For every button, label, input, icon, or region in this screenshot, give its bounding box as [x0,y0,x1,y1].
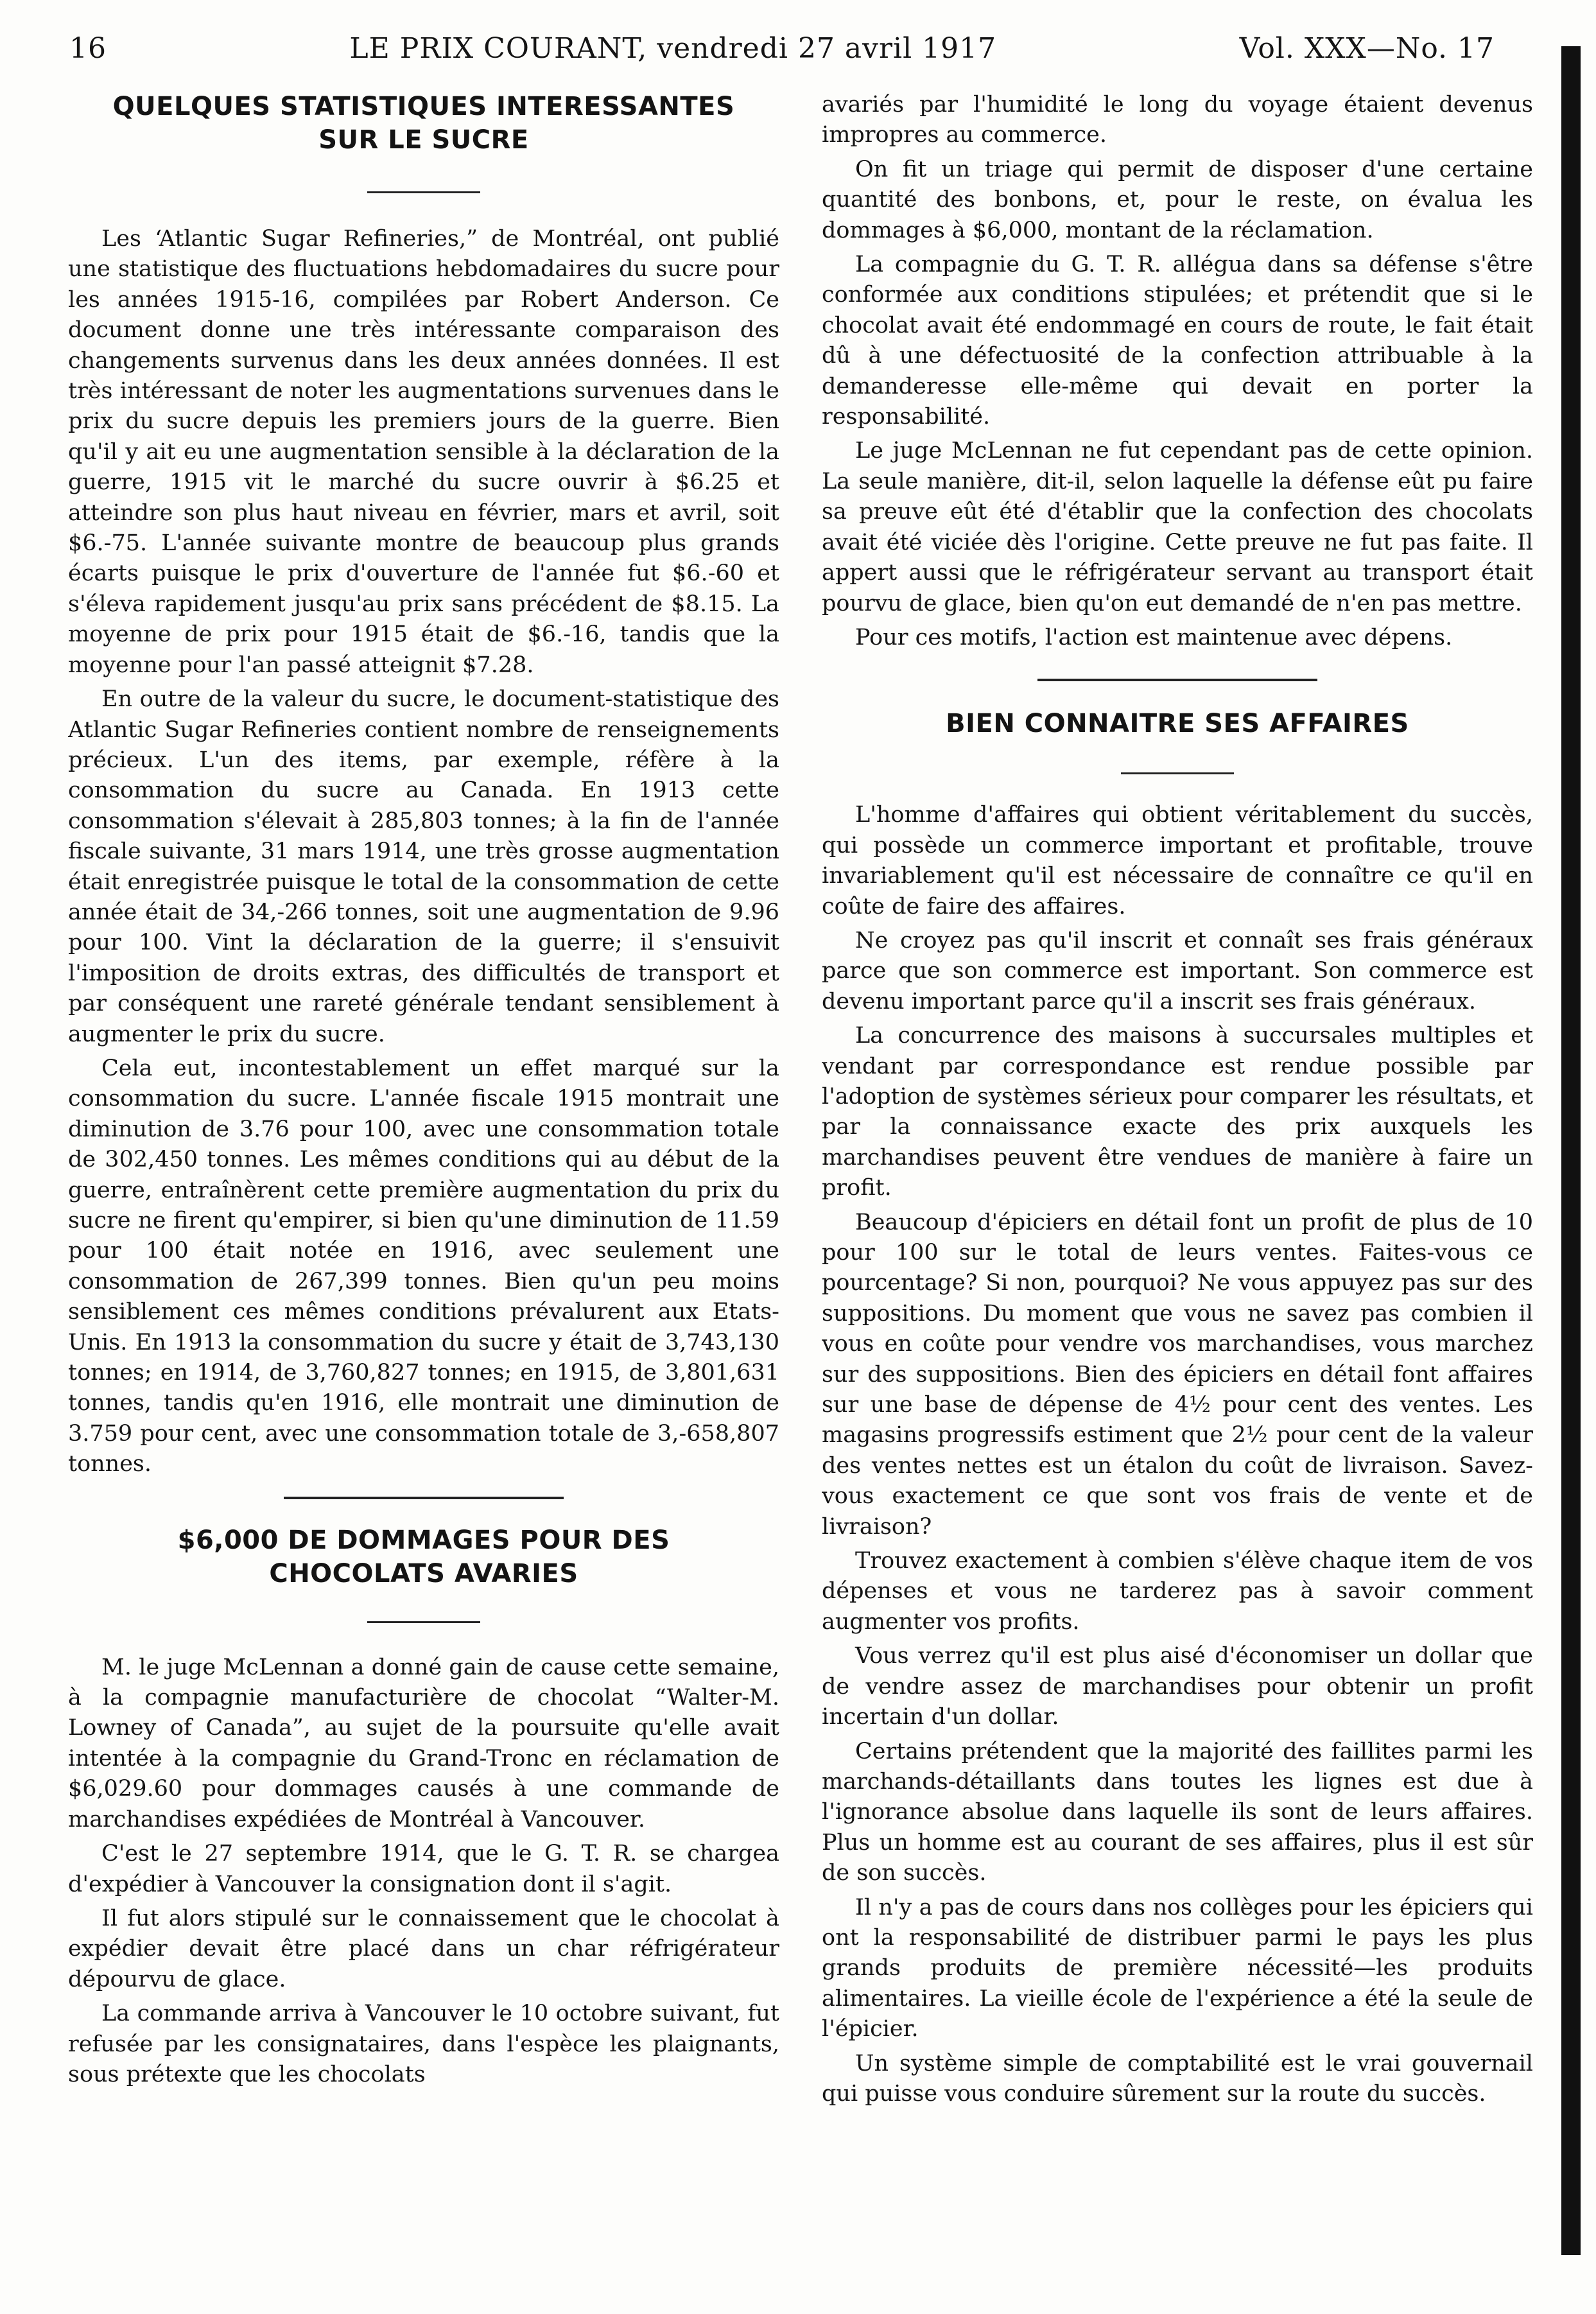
article-title: $6,000 DE DOMMAGES POUR DES CHOCOLATS AVARIES [177,1525,670,1588]
paragraph: Trouvez exactement à combien s'élève chaque item de vos dépenses et vous ne tarderez pas à savoir comment augmenter vos profits. [822,1548,1533,1635]
paragraph: M. le juge McLennan a donné gain de cause cette semaine, à la compagnie manufacturière de chocolat “Walter-M. Lowney of Canada”, au sujet de la poursuite qu'elle avait intentée à la compagnie du Grand-Tronc en réclamation de $6,029.60 pour dommages causés à une commande de marchandises expédiées de Montréal à Vancouver. [68,1654,779,1832]
paragraph: Le juge McLennan ne fut cependant pas de cette opinion. La seule manière, dit-il, selon laquelle la défense eût pu faire sa preuve eût été d'établir que la confection des chocolats avait été viciée dès l'origine. Cette preuve ne fut pas faite. Il appert aussi que le réfrigérateur servant au transport était pourvu de glace, bien qu'on eut demandé de n'en pas mettre. [822,438,1533,616]
publication-line: LE PRIX COURANT, vendredi 27 avril 1917 [349,31,997,65]
article-chocolate-damages [68,1524,779,2091]
paragraph: En outre de la valeur du sucre, le document-statistique des Atlantic Sugar Refineries contient nombre de renseignements précieux. L'un des items, par exemple, réfère à la consommation du sucre au Canada. En 1913 cette consommation s'élevait à 285,803 tonnes; à la fin de l'année fiscale suivante, 31 mars 1914, une très grosse augmentation était enregistrée puisque le total de la consommation de cette année était de 34,-266 tonnes, soit une augmentation de 9.96 pour 100. Vint la déclaration de la guerre; il s'ensuivit l'imposition de droits extras, des difficultés de transport et par conséquent une rareté générale tendant sensiblement à augmenter le prix du sucre. [68,686,779,1047]
paragraph: Beaucoup d'épiciers en détail font un profit de plus de 10 pour 100 sur le total de leurs ventes. Faites-vous ce pourcentage? Si non, pourquoi? Ne vous appuyez pas sur des suppositions. Du moment que vous ne savez pas combien il vous en coûte pour vendre vos marchandises, vous marchez sur des suppositions. Bien des épiciers en détail font affaires sur une base de dépense de 4½ pour cent des ventes. Les magasins progressifs estiment que 2½ pour cent de la valeur des ventes nettes est un étalon du coût de livraison. Savez-vous exactement ce que sont vos frais de vente et de livraison? [822,1209,1533,1540]
title-rule [367,1621,480,1623]
paragraph: Pour ces motifs, l'action est maintenue avec dépens. [855,624,1453,650]
paragraph: Il fut alors stipulé sur le connaissement que le chocolat à expédier devait être placé dans un char réfrigérateur dépourvu de glace. [68,1905,779,1992]
paragraph: Certains prétendent que la majorité des faillites parmi les marchands-détaillants dans toutes les lignes est due à l'ignorance absolue dans laquelle ils sont de leurs affaires. Plus un homme est au courant de ses affaires, plus il est sûr de son succès. [822,1738,1533,1886]
page-number: 16 [69,31,107,65]
paragraph: Les ‘Atlantic Sugar Refineries,” de Montréal, ont publié une statistique des fluctuations hebdomadaires du sucre pour les années 1915-16, compilées par Robert Anderson. Ce document donne une très intéressante comparaison des changements survenus dans les deux années données. Il est très intéressant de noter les augmentations survenues dans le prix du sucre depuis les premiers jours de la guerre. Bien qu'il y ait eu une augmentation sensible à la déclaration de la guerre, 1915 vit le marché du sucre ouvrir à $6.25 et atteindre son plus haut niveau en février, mars et avril, soit $6.-75. L'année suivante montre de beaucoup plus grands écarts puisque le prix d'ouverture de l'année fut $6.-60 et s'éleva rapidement jusqu'au prix sans précédent de $8.15. La moyenne de prix pour 1915 était de $6.-16, tandis que la moyenne pour l'an passé atteignit $7.28. [68,226,779,678]
title-rule [367,191,480,193]
paragraph: Il n'y a pas de cours dans nos collèges pour les épiciers qui ont la responsabilité de distribuer parmi le pays les plus grands produits de première nécessité—les produits alimentaires. La vieille école de l'expérience a été la seule de l'épicier. [822,1894,1533,2042]
article-chocolate-damages-continued [822,90,1533,653]
article-separator [284,1497,564,1499]
paragraph: La compagnie du G. T. R. allégua dans sa défense s'être conformée aux conditions stipulées; et prétendit que si le chocolat avait été endommagé en cours de route, le fait était dû à une défectuosité de la confection attribuable à la demanderesse elle-même qui devait en porter la responsabilité. [822,252,1533,430]
article-title: BIEN CONNAITRE SES AFFAIRES [946,709,1409,739]
paragraph: Cela eut, incontestablement un effet marqué sur la consommation du sucre. L'année fiscale 1915 montrait une diminution de 3.76 pour 100, avec une consommation totale de 302,450 tonnes. Les mêmes conditions qui au début de la guerre, entraînèrent cette première augmentation du prix du sucre ne firent qu'empirer, si bien qu'une diminution de 11.59 pour 100 était notée en 1916, avec seulement une consommation de 267,399 tonnes. Bien qu'un peu moins sensiblement ces mêmes conditions prévalurent aux Etats-Unis. En 1913 la consommation du sucre y était de 3,743,130 tonnes; en 1914, de 3,760,827 tonnes; en 1915, de 3,801,631 tonnes, tandis qu'en 1916, elle montrait une diminution de 3.759 pour cent, avec une consommation totale de 3,-658,807 tonnes. [68,1055,779,1477]
page-header [69,26,1495,71]
paragraph: Un système simple de comptabilité est le vrai gouvernail qui puisse vous conduire sûrement sur la route du succès. [822,2050,1533,2107]
left-column [68,90,779,2260]
article-title: QUELQUES STATISTIQUES INTERESSANTES SUR LE SUCRE [112,92,735,155]
title-rule [1121,772,1234,774]
right-column [822,90,1533,2260]
volume-number: Vol. XXX—No. 17 [1239,31,1495,65]
page-edge-bar [1561,46,1581,2255]
paragraph: La commande arriva à Vancouver le 10 octobre suivant, fut refusée par les consignataires, dans l'espèce les plaignants, sous prétexte que les chocolats [68,2001,779,2087]
paragraph: Vous verrez qu'il est plus aisé d'économiser un dollar que de vendre assez de marchandises pour obtenir un profit incertain d'un dollar. [822,1643,1533,1730]
paragraph: C'est le 27 septembre 1914, que le G. T. R. se chargea d'expédier à Vancouver la consignation dont il s'agit. [68,1841,779,1897]
article-separator [1037,679,1317,681]
paragraph: avariés par l'humidité le long du voyage étaient devenus impropres au commerce. [822,92,1533,148]
article-sugar-statistics [68,90,779,1480]
paragraph: On fit un triage qui permit de disposer d'une certaine quantité des bonbons, et, pour le reste, on évalua les dommages à $6,000, montant de la réclamation. [822,156,1533,243]
paragraph: La concurrence des maisons à succursales multiples et vendant par correspondance est rendue possible par l'adoption de systèmes sérieux pour comparer les résultats, et par la connaissance exacte des prix auxquels les marchandises peuvent être vendues de manière à faire un profit. [822,1023,1533,1201]
paragraph: Ne croyez pas qu'il inscrit et connaît ses frais généraux parce que son commerce est important. Son commerce est devenu important parce qu'il a inscrit ses frais généraux. [822,927,1533,1014]
article-know-your-business [822,707,1533,2109]
paragraph: L'homme d'affaires qui obtient véritablement du succès, qui possède un commerce important et profitable, trouve invariablement qu'il est nécessaire de connaître ce qu'il en coûte de faire des affaires. [822,802,1533,919]
